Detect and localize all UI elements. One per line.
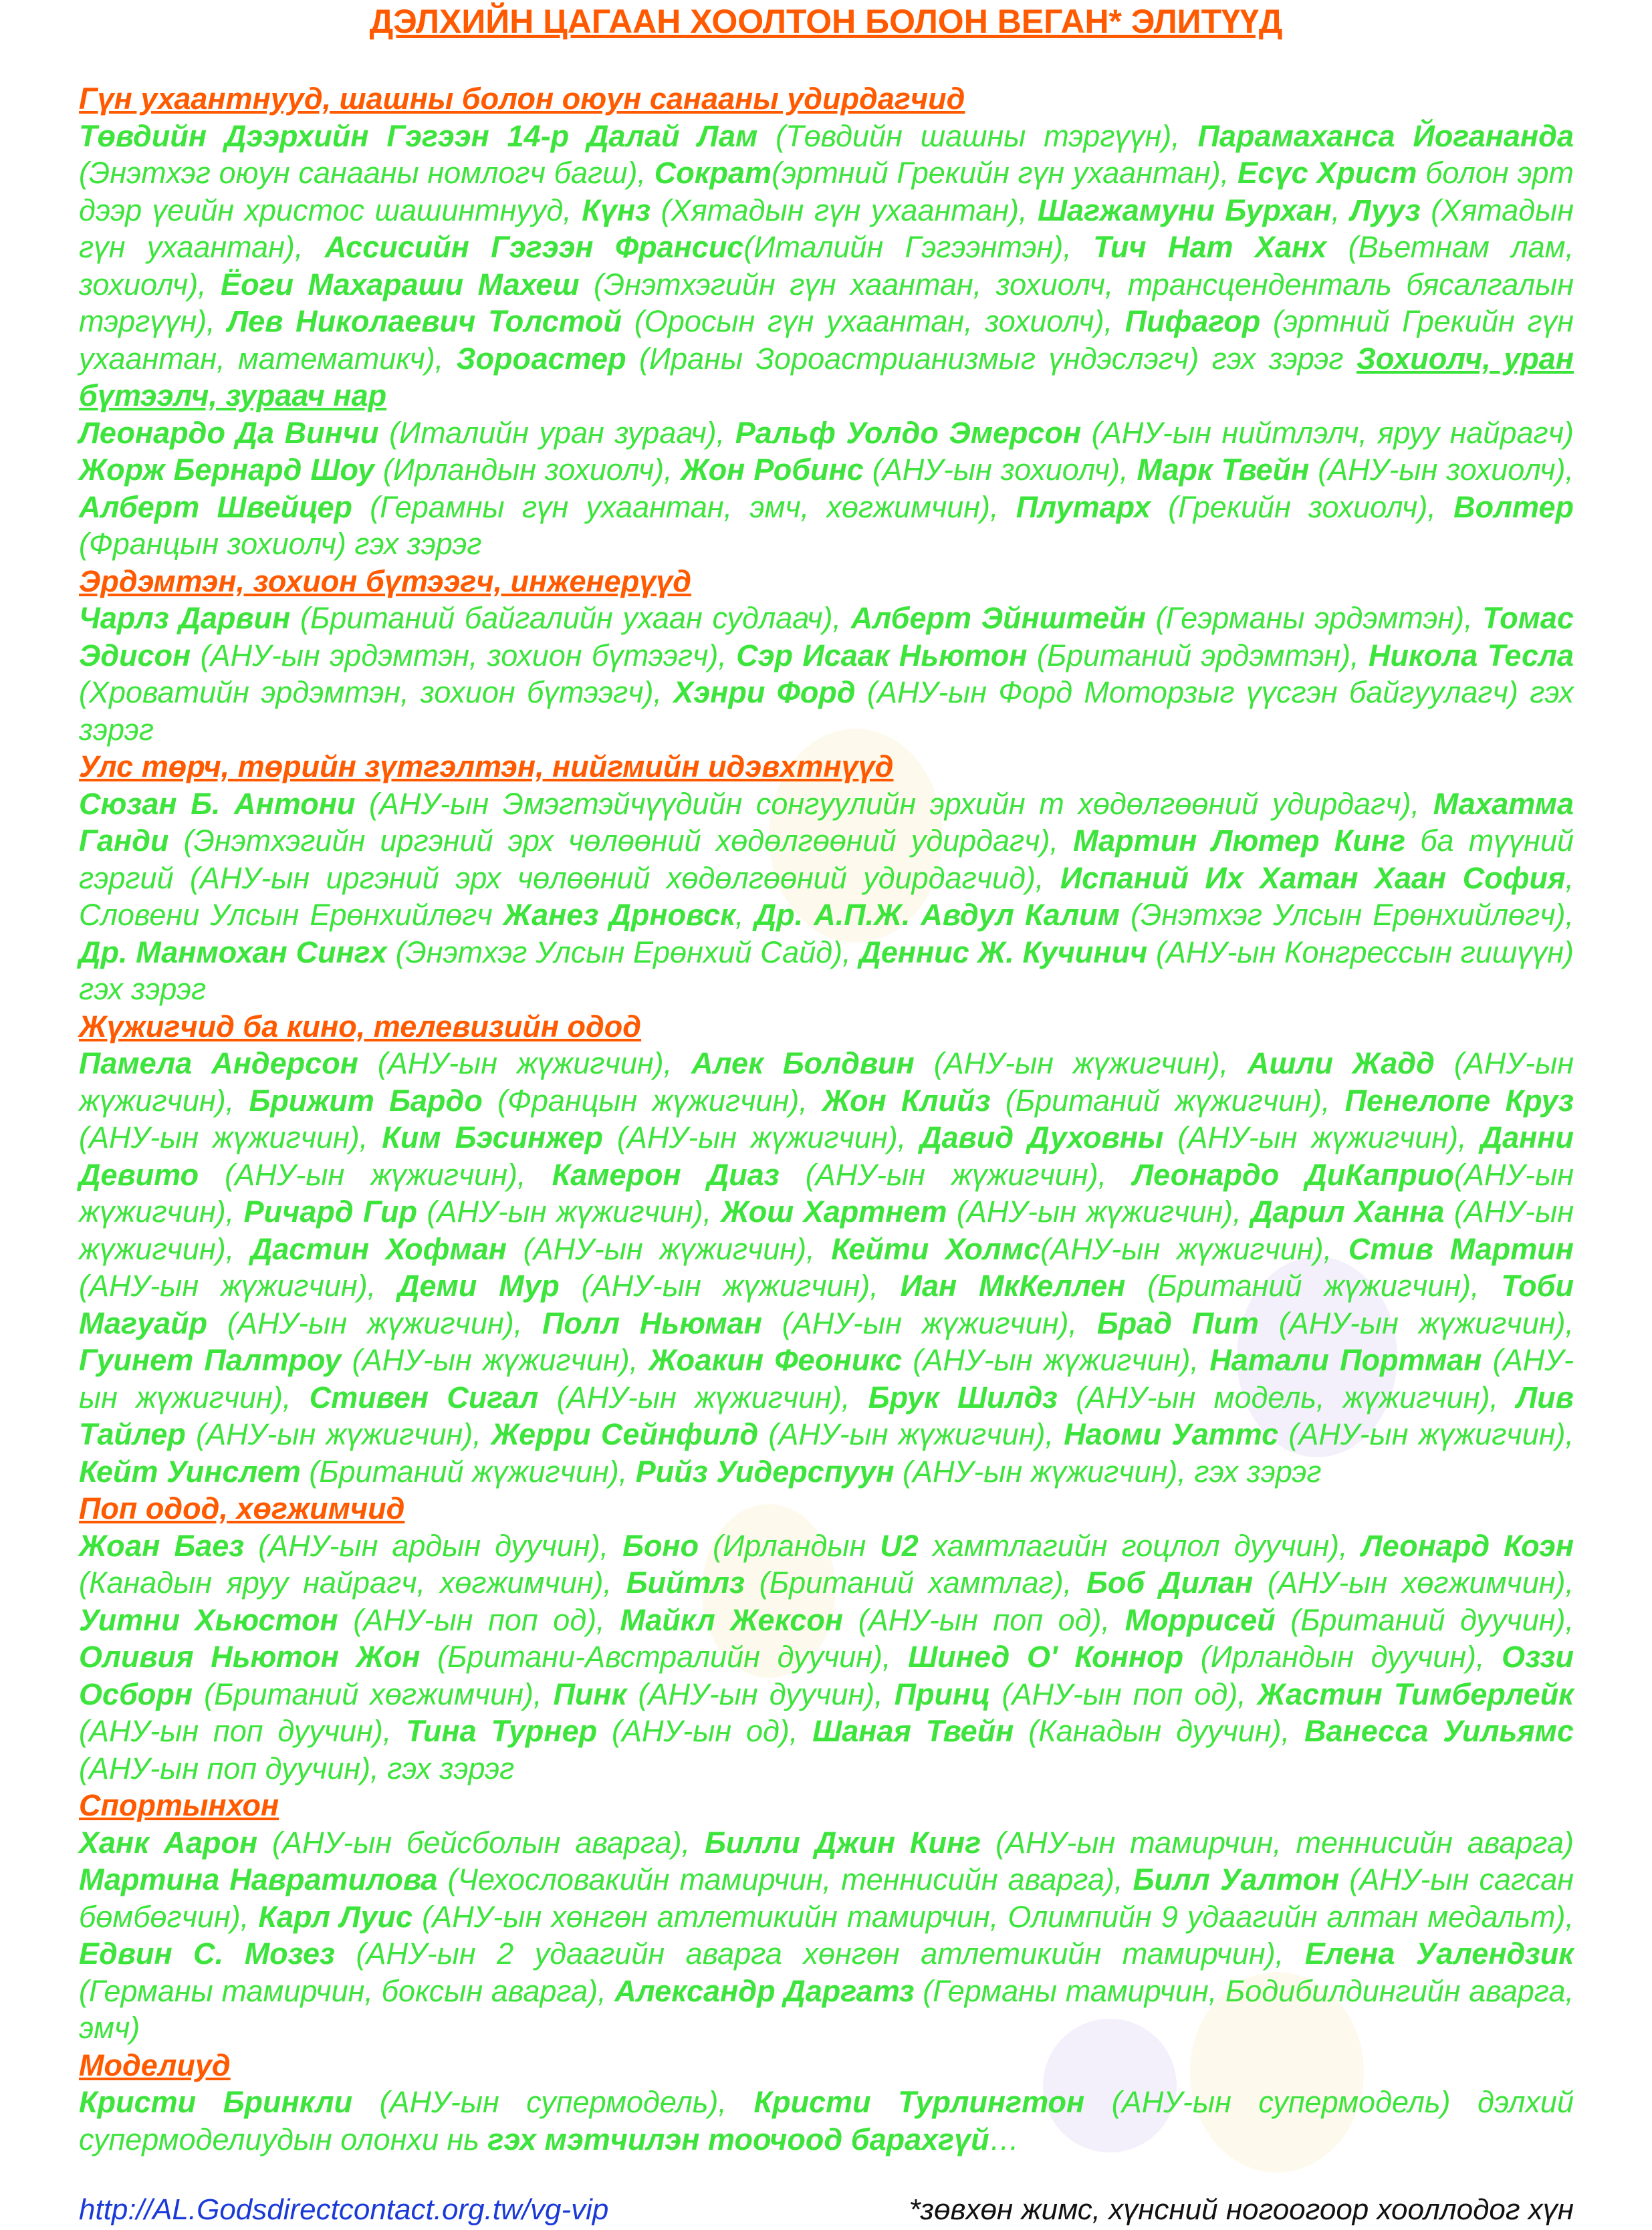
person-name: Пифагор [1125,304,1261,338]
person-name: Кристи Бринкли [79,2085,353,2119]
description-text: (АНУ-ын жүжигчин), [199,1157,552,1192]
description-text: (Энэтхэгийн иргэний эрх чөлөөний хөдөлгөөний удирдагч), [168,824,1074,858]
description-text: (АНУ-ын жүжигчин), [538,1380,868,1414]
description-text: (АНУ-ын жүжигчин), [779,1157,1133,1192]
person-name: Шинед О' Коннор [908,1640,1184,1674]
person-name: Др. А.П.Ж. Авдул Калим [754,898,1120,932]
description-text: (Геэрманы эрдэмтэн), [1145,601,1483,635]
description-text: (АНУ-ын жүжигчин), [341,1343,649,1377]
description-text: (Энэтхэг Улсын Ерөнхий Сайд), [386,935,860,969]
description-text: , Словени Улсын Ерөнхийлөгч [79,860,1574,932]
description-text: (АНУ-ын жүжигчин), [603,1120,921,1154]
description-text: (АНУ-ын жүжигчин), [761,1306,1097,1340]
person-name: Брад Пит [1096,1306,1259,1340]
section-header: Моделиуд [79,2048,231,2082]
description-text: (Францын жүжигчин), [482,1083,822,1118]
description-text: (АНУ-ын жүжигчин), [79,1120,382,1154]
description-text: (эртний Грекийн гүн ухаантан, математикч), [79,304,1574,376]
person-name: Алберт Эйнштейн [850,601,1146,635]
person-name: Леонардо ДиКаприо [1133,1157,1454,1192]
section-body [79,118,1574,414]
description-text: (Италийн Гэгээнтэн), [743,230,1094,264]
description-text: (АНУ-ын жүжигчин), [79,1343,1574,1414]
description-text: , [1331,193,1350,227]
person-name: Брижит Бардо [249,1083,483,1118]
description-text: (Британий байгалийн ухаан судлаач), [290,601,851,635]
person-name: Жон Клийз [822,1083,991,1118]
description-text: (Британий жүжигчин), [990,1083,1345,1118]
person-name: Кристи Турлингтон [753,2085,1085,2119]
person-name: Камерон Диаз [552,1157,780,1192]
description-text: (Грекийн зохиолч), [1151,489,1454,524]
person-name: Карл Луис [258,1899,413,1934]
description-text: (АНУ-ын сагсан бөмбөгчин), [79,1862,1574,1934]
description-text: (АНУ-ын Форд Моторзыг үүсгэн байгуулагч) гэх зэрэг [79,675,1574,747]
description-text: (Оросын гүн ухаантан, зохиолч), [622,304,1125,338]
description-text: (АНУ-ын жүжигчин), [417,1195,721,1229]
page-title: ДЭЛХИЙН ЦАГААН ХООЛТОН БОЛОН ВЕГАН* ЭЛИТҮҮД [369,3,1283,40]
description-text: (АНУ-ын 2 удаагийн аварга хөнгөн атлетикийн тамирчин), [335,1937,1305,1971]
person-name: Стивен Сигал [309,1380,539,1414]
person-name: Принц [894,1677,991,1711]
section-body [79,600,1574,748]
description-text: (Ирландын дуучин), [1183,1640,1502,1674]
person-name: Иан МкКеллен [900,1269,1126,1303]
person-name: Полл Ньюман [542,1306,762,1340]
description-text: (АНУ-ын жүжигчин), [79,1046,1574,1118]
person-name: Лив Тайлер [79,1380,1574,1451]
description-text: (АНУ-ын жүжигчин), [758,1417,1064,1451]
person-name: Тоби Магуайр [79,1269,1574,1340]
person-name: Ричард Гир [243,1195,418,1229]
description-text: (Ираны Зороастрианизмыг үндэслэгч) гэх зэрэг [626,341,1356,376]
description-text: (АНУ-ын жүжигчин), [185,1417,491,1451]
person-name: Деннис Ж. Кучинич [859,935,1148,969]
person-name: Наоми Уаттс [1064,1417,1279,1451]
person-name: Дарил Ханна [1251,1195,1445,1229]
person-name: Лев Николаевич Толстой [227,304,622,338]
person-name: Лууз [1350,193,1421,227]
person-name: Алберт Швейцер [79,489,353,524]
person-name: Др. Манмохан Сингх [79,935,387,969]
person-name: Ассисийн Гэгээн Франсис [324,230,744,264]
description-text: (АНУ-ын супермодель), [352,2085,754,2119]
description-text: (АНУ-ын тамирчин, теннисийн аварга) [981,1825,1574,1860]
section-body [79,2084,1574,2158]
person-name: Чарлз Дарвин [79,601,291,635]
person-name: Едвин С. Мозез [79,1937,336,1971]
person-name: Хэнри Форд [673,675,856,709]
description-text: (АНУ-ын Эмэгтэйчүүдийн сонгуулийн эрхийн т хөдөлгөөний удирдагч), [355,786,1433,821]
person-name: Зороастер [456,341,626,376]
person-name: Есүс Христ [1237,156,1417,190]
person-name: Майкл Жексон [620,1602,844,1637]
person-name: Пенелопе Круз [1344,1083,1574,1118]
person-name: Александр Даргатз [614,1973,915,2008]
description-text: (Энэтхэг Улсын Ерөнхийлөгч), [1119,898,1574,932]
person-name: Сократ [654,156,772,190]
person-name: Бийтлз [626,1566,745,1600]
description-text: (Германы тамирчин, Бодибилдингийн аварга, эмч) [79,1973,1574,2045]
person-name: Гуинет Палтроу [79,1343,342,1377]
person-name: Кейти Холмс [831,1231,1041,1266]
description-text: (АНУ-ын эрдэмтэн, зохион бүтээгч), [191,638,737,672]
description-text: (Хятадын гүн ухаантан), [651,193,1038,227]
section-body [79,1824,1574,2047]
description-text: (Британий жүжигчин), [1125,1269,1502,1303]
description-text: (АНУ-ын жүжигчин), [1278,1417,1574,1451]
person-name: Стив Мартин [1348,1231,1574,1266]
description-text: (АНУ-ын жүжигчин), [947,1195,1252,1229]
person-name: U2 [880,1528,919,1563]
description-text: (Британий жүжигчин), [300,1454,636,1489]
section-header: Гүн ухаантнууд, шашны болон оюун санааны удирдагчид [79,82,965,116]
description-text: (АНУ-ын жүжигчин), [79,1157,1574,1229]
description-text: (АНУ-ын бейсболын аварга), [257,1825,705,1860]
description-text: (Хятадын гүн ухаантан), [79,193,1574,264]
person-name: Памела Андерсон [79,1046,358,1080]
person-name: Тич Нат Ханх [1093,230,1327,264]
description-text: (Британий хамтлаг), [745,1566,1086,1600]
document-body [79,80,1574,2158]
description-text: (эртний Грекийн гүн ухаантан), [772,156,1238,190]
description-text: (АНУ-ын зохиолч), [863,453,1137,487]
person-name: Жастин Тимберлейк [1257,1677,1574,1711]
description-text: (Британи-Австралийн дуучин), [420,1640,909,1674]
section-header: Жүжигчид ба кино, телевизийн одод [79,1009,642,1043]
person-name: Томас Эдисон [79,601,1574,672]
person-name: Моррисей [1125,1602,1276,1637]
section-body [79,785,1574,1008]
person-name: Мартин Лютер Кинг [1073,824,1406,858]
description-text: (АНУ-ын нийтлэлч, яруу найрагч) [1081,415,1574,450]
description-text: (АНУ-ын од), [597,1714,813,1748]
person-name: Кейт Уинслет [79,1454,301,1489]
person-name: Марк Твейн [1137,453,1310,487]
person-name: Дастин Хофман [250,1231,507,1266]
description-text: (Британий хөгжимчин), [193,1677,554,1711]
person-name: Жанез Дрновск [503,898,735,932]
person-name: Жоакин Феоникс [648,1343,903,1377]
person-name: Боно [622,1528,699,1563]
person-name: Жоан Баез [79,1528,245,1563]
footnote: *зөвхөн жимс, хүнсний ногоогоор хооллодог хүн [909,2193,1574,2226]
person-name: Махатма Ганди [79,786,1574,858]
description-text: болон эрт дээр үеийн христос шашинтнууд, [79,156,1574,227]
person-name: Натали Портман [1209,1343,1482,1377]
person-name: Ким Бэсинжер [382,1120,604,1154]
section-header: Улс төрч, төрийн зүтгэлтэн, нийгмийн идэвхтнүүд [79,749,894,783]
description-text: (Канадын дуучин), [1014,1714,1304,1748]
section-body [79,1045,1574,1490]
person-name: Күнз [582,193,651,227]
description-text: (Германы тамирчин, боксын аварга), [79,1973,615,2008]
description-text: (АНУ-ын жүжигчин), [1163,1120,1481,1154]
person-name: Шагжамуни Бурхан [1038,193,1332,227]
person-name: Ёоги Махараши Махеш [221,267,580,301]
person-name: Сэр Исаак Ньютон [736,638,1028,672]
person-name: Тина Турнер [406,1714,598,1748]
person-name: Волтер [1453,489,1574,524]
description-text: (АНУ-ын супермодель) дэлхий супермоделиудын олонхи нь [79,2085,1574,2156]
description-text: (Энэтхэгийн гүн хаантан, зохиолч, трансценденталь бясалгалын тэргүүн), [79,267,1574,338]
description-text: (Ирландын зохиолч), [374,453,681,487]
person-name: Жерри Сейнфилд [491,1417,759,1451]
description-text: (АНУ-ын жүжигчин), [79,1269,398,1303]
person-name: Төвдийн Дээрхийн Гэгээн 14-р Далай Лам [79,118,758,153]
person-name: Никола Тесла [1368,638,1574,672]
description-text: (Вьетнам лам, зохиолч), [79,230,1574,301]
description-text: (Канадын яруу найрагч, хөгжимчин), [79,1566,626,1600]
person-name: Ханк Аарон [79,1825,258,1860]
section-header: Эрдэмтэн, зохион бүтээгч, инженерүүд [79,564,692,598]
section-header: Спортынхон [79,1788,279,1822]
person-name: Мартина Навратилова [79,1862,438,1896]
person-name: Ванесса Уильямс [1304,1714,1574,1748]
person-name: гэх мэтчилэн тоочоод барахгүй [487,2122,989,2156]
description-text: (Ирландын [699,1528,880,1563]
description-text: (АНУ-ын зохиолч), [1309,453,1574,487]
person-name: Жош Хартнет [721,1195,947,1229]
description-text: (АНУ-ын дуучин), [626,1677,895,1711]
source-link[interactable]: http://AL.Godsdirectcontact.org.tw/vg-vip [79,2193,609,2226]
person-name: Данни Девито [79,1120,1574,1192]
description-text: (АНУ-ын жүжигчин), [79,1195,1574,1266]
description-text: (Герамны гүн ухаантан, эмч, хөгжимчин), [352,489,1016,524]
description-text: (АНУ-ын жүжигчин), [1258,1306,1574,1340]
description-text: (Британий дуучин), [1275,1602,1574,1637]
person-name: Рийз Уидерспуун [635,1454,895,1489]
description-text: (Чехословакийн тамирчин, теннисийн аварга), [437,1862,1133,1896]
person-name: Деми Мур [398,1269,560,1303]
description-text: (АНУ-ын модель, жүжигчин), [1057,1380,1517,1414]
person-name: Оливия Ньютон Жон [79,1640,421,1674]
person-name: Леонардо Да Винчи [79,415,379,450]
person-name: Ашли Жадд [1248,1046,1435,1080]
person-name: Оззи Осборн [79,1640,1574,1711]
description-text: , [735,898,755,932]
description-text: (АНУ-ын жүжигчин), [506,1231,832,1266]
description-text: (АНУ-ын ардын дуучин), [244,1528,623,1563]
description-text: (АНУ-ын жүжигчин), [358,1046,692,1080]
description-text: (АНУ-ын поп дуучин), гэх зэрэг [79,1751,515,1785]
description-text: (АНУ-ын поп од), [843,1602,1125,1637]
person-name: Шаная Твейн [812,1714,1014,1748]
person-name: Сюзан Б. Антони [79,786,356,821]
person-name: Брук Шилдз [868,1380,1058,1414]
description-text: … [989,2122,1020,2156]
person-name: Боб Дилан [1086,1566,1254,1600]
description-text: (АНУ-ын поп дуучин), [79,1714,406,1748]
person-name: Билл Уалтон [1133,1862,1340,1896]
person-name: Плутарх [1016,489,1151,524]
description-text: (АНУ-ын поп од), [338,1602,620,1637]
description-text: (АНУ-ын жүжигчин), [559,1269,901,1303]
description-text: (Италийн уран зураач), [378,415,735,450]
section-body [79,1527,1574,1787]
description-text: (АНУ-ын жүжигчин), гэх зэрэг [894,1454,1322,1489]
section-header: Зохиолч, уран бүтээлч, зураач нар [79,341,1574,412]
description-text: (АНУ-ын Конгрессын гишүүн) гэх зэрэг [79,935,1574,1006]
section-header: Поп одод, хөгжимчид [79,1491,405,1525]
person-name: Жорж Бернард Шоу [79,453,374,487]
person-name: Леонард Коэн [1361,1528,1574,1563]
person-name: Билли Джин Кинг [705,1825,981,1860]
person-name: Алек Болдвин [691,1046,915,1080]
person-name: Давид Духовны [920,1120,1164,1154]
description-text: (АНУ-ын жүжигчин), [902,1343,1210,1377]
description-text: (АНУ-ын хөгжимчин), [1253,1566,1574,1600]
person-name: Пинк [553,1677,627,1711]
person-name: Парамаханса Йогананда [1197,118,1574,153]
person-name: Елена Уалендзик [1304,1937,1574,1971]
person-name: Уитни Хьюстон [79,1602,338,1637]
description-text: (Төвдийн шашны тэргүүн), [757,118,1198,153]
person-name: Жон Робинс [681,453,864,487]
description-text: (АНУ-ын хөнгөн атлетикийн тамирчин, Олимпийн 9 удаагийн алтан медальт), [412,1899,1574,1934]
description-text: (Хроватийн эрдэмтэн, зохион бүтээгч), [79,675,674,709]
description-text: (Британий эрдэмтэн), [1027,638,1369,672]
person-name: Испаний Их Хатан Хаан София [1060,860,1566,895]
description-text: ба түүний гэргий (АНУ-ын иргэний эрх чөлөөний хөдөлгөөний удирдагчид), [79,824,1574,895]
description-text: (АНУ-ын жүжигчин), [207,1306,543,1340]
person-name: Ральф Уолдо Эмерсон [735,415,1082,450]
description-text: (АНУ-ын поп од), [990,1677,1258,1711]
section-body [79,414,1574,563]
description-text: хамтлагийн гоцлол дуучин), [918,1528,1362,1563]
description-text: (Францын зохиолч) гэх зэрэг [79,527,482,561]
description-text: (АНУ-ын жүжигчин), [1040,1231,1348,1266]
description-text: (Энэтхэг оюун санааны номлогч багш), [79,156,655,190]
description-text: (АНУ-ын жүжигчин), [914,1046,1248,1080]
